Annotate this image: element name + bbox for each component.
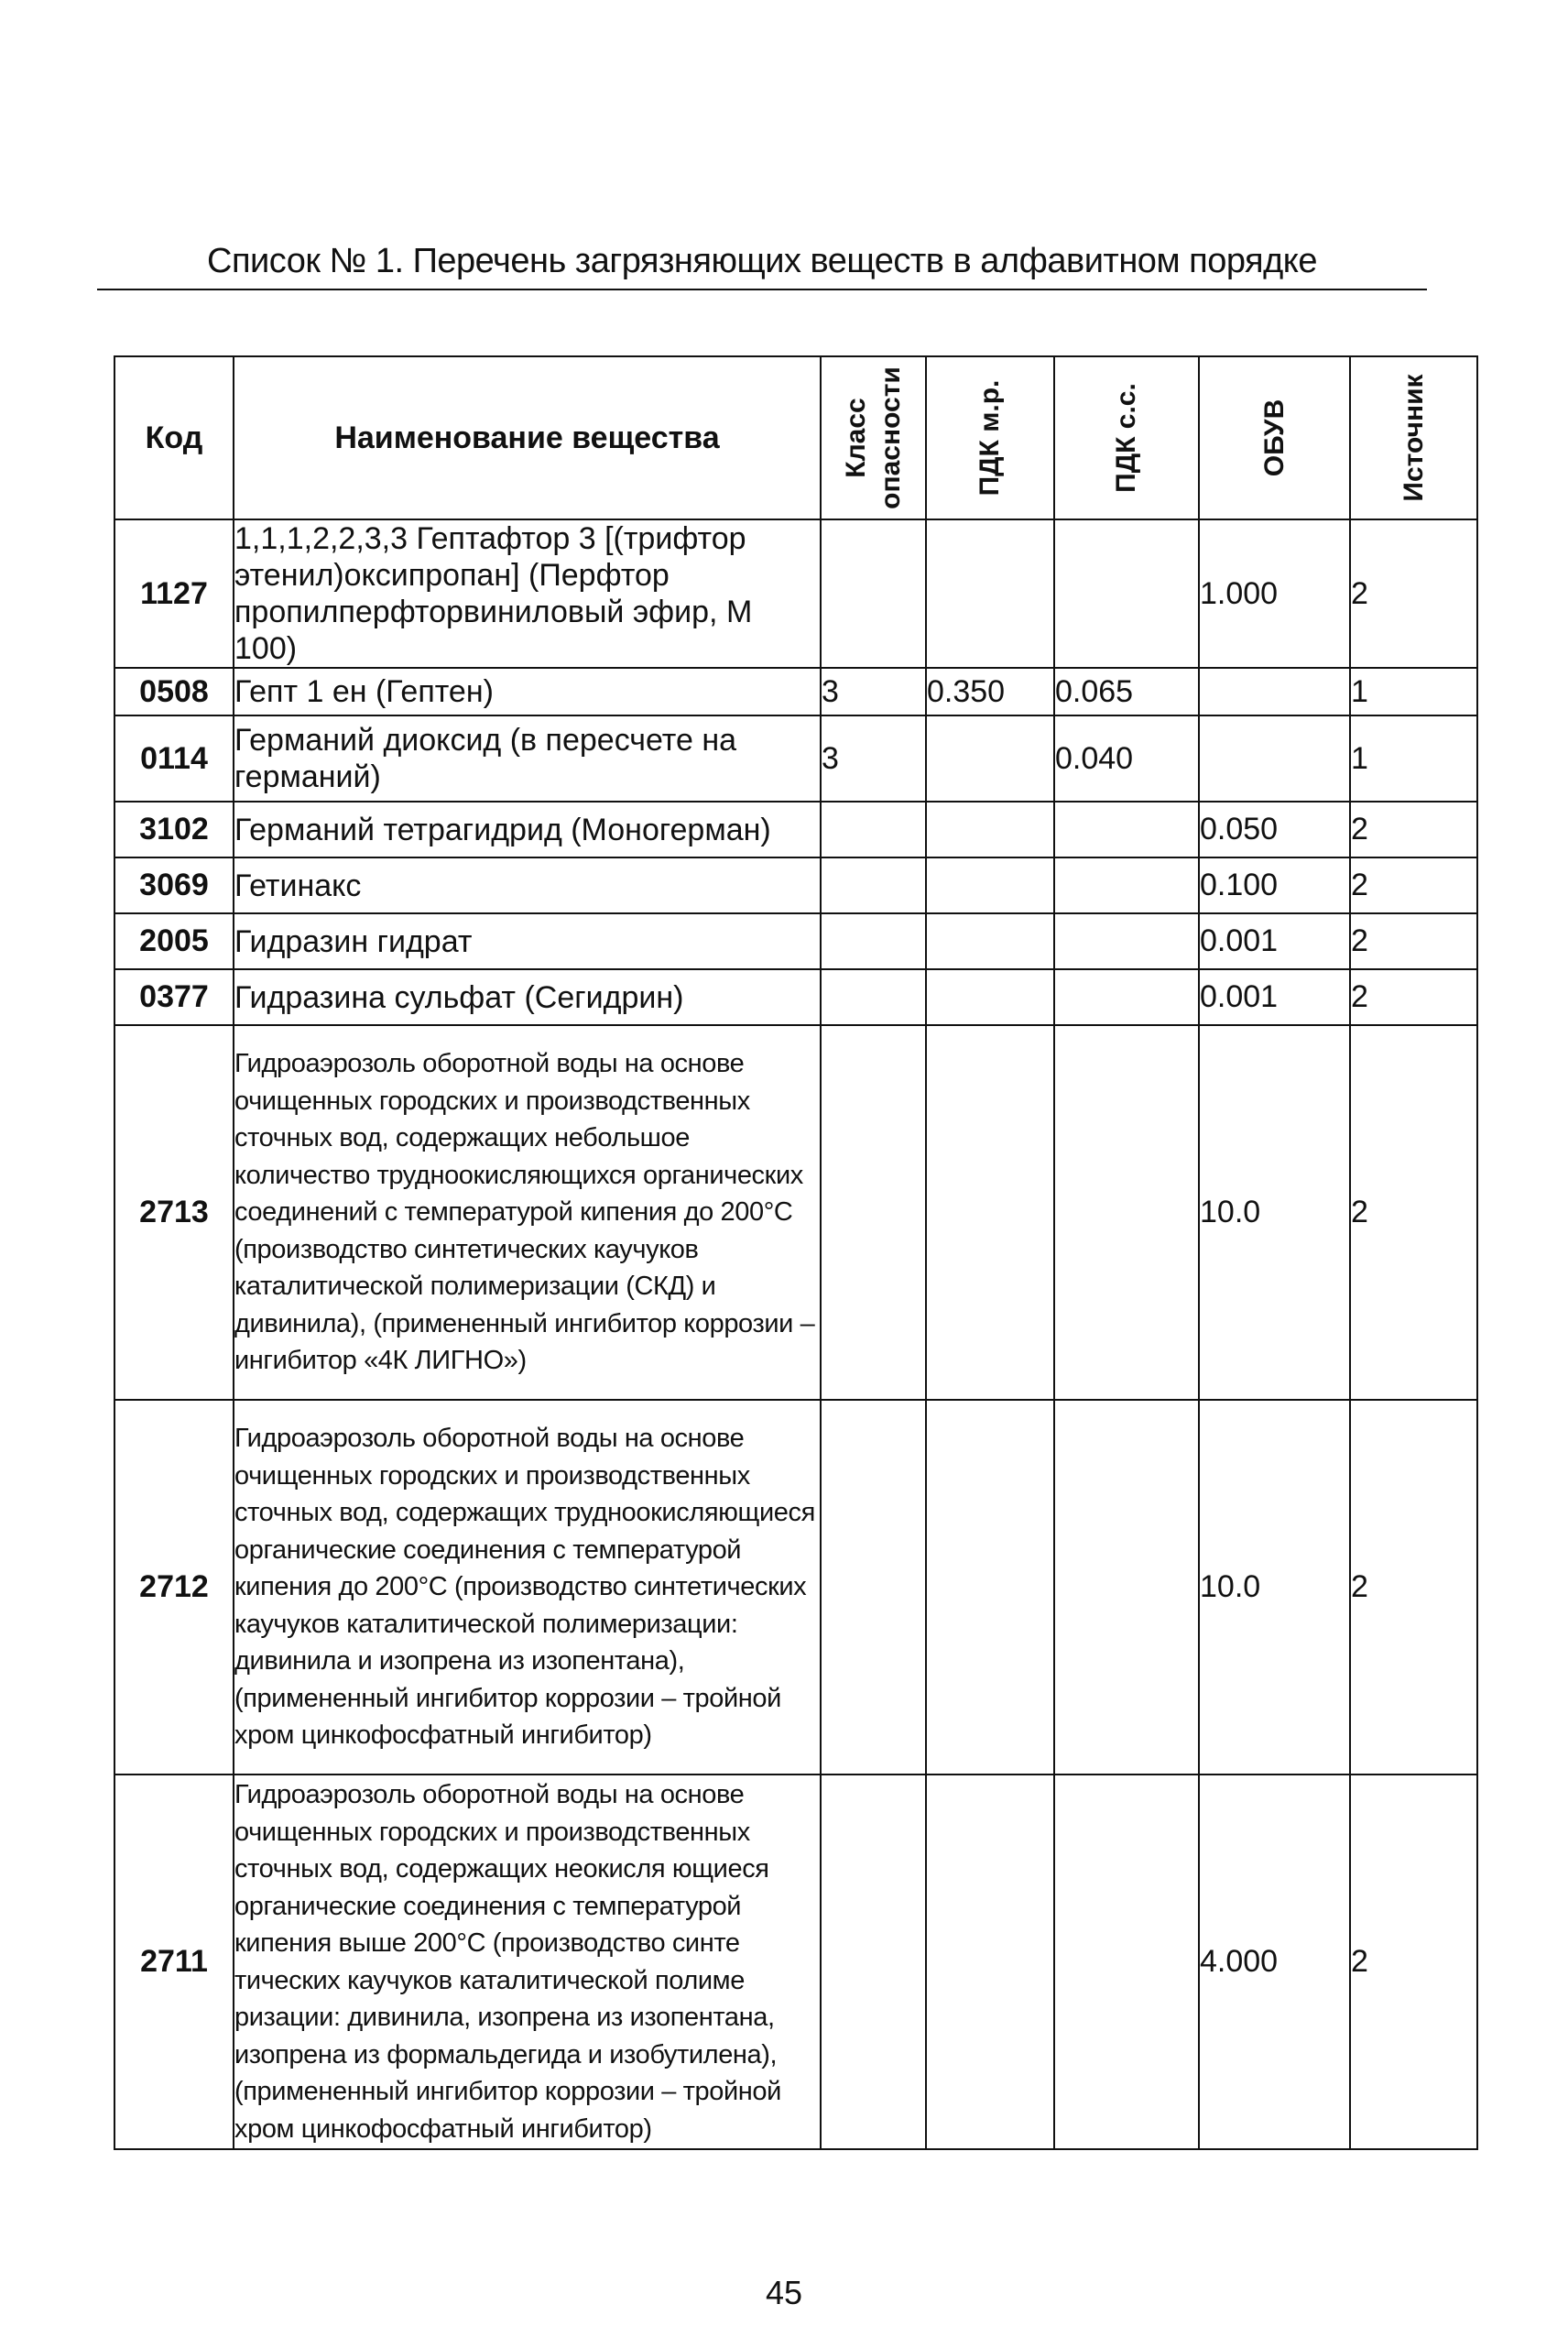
row-name: Германий диоксид (в пересчете на германий) — [234, 715, 821, 802]
table-row — [114, 857, 1477, 913]
page-title: Список № 1. Перечень загрязняющих веществ в алфавитном порядке — [207, 242, 1317, 280]
table-row — [114, 1025, 1477, 1400]
header-obuv — [1199, 356, 1350, 519]
header-name: Наименование вещества — [234, 356, 821, 519]
header-code: Код — [114, 356, 234, 519]
row-source: 2 — [1350, 969, 1477, 1025]
row-hazard-class — [821, 857, 926, 913]
row-hazard-class — [821, 519, 926, 668]
row-pdk-mr — [926, 519, 1054, 668]
row-pdk-mr — [926, 1025, 1054, 1400]
row-source: 2 — [1350, 1025, 1477, 1400]
table-row — [114, 1400, 1477, 1775]
row-pdk-mr — [926, 1400, 1054, 1775]
table-row — [114, 668, 1477, 715]
row-obuv: 10.0 — [1199, 1025, 1350, 1400]
header-pdk-mr-label: ПДК м.р. — [975, 379, 1005, 497]
table-row — [114, 1775, 1477, 2149]
row-source: 2 — [1350, 857, 1477, 913]
title-divider — [97, 289, 1427, 290]
row-source: 1 — [1350, 715, 1477, 802]
row-code: 0377 — [114, 969, 234, 1025]
row-pdk-ss — [1054, 802, 1199, 857]
row-pdk-mr — [926, 802, 1054, 857]
header-pdk-ss-label: ПДК с.с. — [1111, 383, 1141, 493]
table-row — [114, 802, 1477, 857]
table-row — [114, 969, 1477, 1025]
row-code: 2712 — [114, 1400, 234, 1775]
row-hazard-class: 3 — [821, 715, 926, 802]
row-pdk-ss — [1054, 857, 1199, 913]
header-hazard-class-label: Класс опасности — [840, 366, 906, 509]
row-code: 0114 — [114, 715, 234, 802]
row-name: Гидроаэрозоль оборотной воды на основе очищенных городских и производственных сточных вод, содержащих трудноокисляющиеся органические соединения с температурой кипения до 200°С (производство синтетических каучуков каталитической полимеризации: дивинила и изопрена из изопентана), (примененный ингибитор коррозии – тройной хром цинкофосфатный ингибитор) — [234, 1400, 821, 1775]
row-name: Гидроаэрозоль оборотной воды на основе очищенных городских и производственных сточных вод, содержащих неокисля ющиеся органические соединения с температурой кипения выше 200°С (производство синте тических каучуков каталитической полиме ризации: дивинила, изопрена из изопентана, изопрена из формальдегида и изобутилена), (примененный ингибитор коррозии – тройной хром цинкофосфатный ингибитор) — [234, 1775, 821, 2149]
row-pdk-mr — [926, 1775, 1054, 2149]
row-source: 1 — [1350, 668, 1477, 715]
row-name: Гетинакс — [234, 857, 821, 913]
row-pdk-mr — [926, 969, 1054, 1025]
header-source-label: Источник — [1398, 374, 1429, 502]
row-hazard-class: 3 — [821, 668, 926, 715]
row-obuv: 0.001 — [1199, 913, 1350, 969]
row-source: 2 — [1350, 1400, 1477, 1775]
row-source: 2 — [1350, 519, 1477, 668]
row-pdk-ss: 0.065 — [1054, 668, 1199, 715]
row-name: Гепт 1 ен (Гептен) — [234, 668, 821, 715]
row-pdk-ss — [1054, 969, 1199, 1025]
header-pdk-ss — [1054, 356, 1199, 519]
row-hazard-class — [821, 802, 926, 857]
row-pdk-ss — [1054, 1400, 1199, 1775]
row-code: 2005 — [114, 913, 234, 969]
row-obuv: 10.0 — [1199, 1400, 1350, 1775]
row-obuv: 4.000 — [1199, 1775, 1350, 2149]
row-name: 1,1,1,2,2,3,3 Гептафтор 3 [(трифтор этенил)оксипропан] (Перфтор пропилперфторвиниловый эфир, М 100) — [234, 519, 821, 668]
table-header-row — [114, 356, 1477, 519]
row-pdk-mr — [926, 715, 1054, 802]
table-row — [114, 913, 1477, 969]
row-code: 3069 — [114, 857, 234, 913]
row-pdk-mr — [926, 857, 1054, 913]
row-code: 2713 — [114, 1025, 234, 1400]
row-source: 2 — [1350, 913, 1477, 969]
row-code: 3102 — [114, 802, 234, 857]
row-obuv: 0.100 — [1199, 857, 1350, 913]
header-source — [1350, 356, 1477, 519]
row-obuv — [1199, 668, 1350, 715]
row-pdk-ss: 0.040 — [1054, 715, 1199, 802]
row-hazard-class — [821, 1775, 926, 2149]
table-row — [114, 519, 1477, 668]
row-obuv: 1.000 — [1199, 519, 1350, 668]
row-hazard-class — [821, 913, 926, 969]
row-code: 1127 — [114, 519, 234, 668]
row-source: 2 — [1350, 1775, 1477, 2149]
header-hazard-class — [821, 356, 926, 519]
row-pdk-ss — [1054, 1775, 1199, 2149]
row-code: 0508 — [114, 668, 234, 715]
row-name: Гидразин гидрат — [234, 913, 821, 969]
header-pdk-mr — [926, 356, 1054, 519]
row-hazard-class — [821, 1400, 926, 1775]
row-obuv: 0.050 — [1199, 802, 1350, 857]
row-pdk-ss — [1054, 519, 1199, 668]
row-obuv — [1199, 715, 1350, 802]
substances-table — [114, 355, 1478, 2150]
row-pdk-ss — [1054, 1025, 1199, 1400]
header-obuv-label: ОБУВ — [1258, 399, 1290, 477]
row-code: 2711 — [114, 1775, 234, 2149]
row-pdk-ss — [1054, 913, 1199, 969]
row-pdk-mr — [926, 913, 1054, 969]
table-row — [114, 715, 1477, 802]
row-obuv: 0.001 — [1199, 969, 1350, 1025]
row-name: Германий тетрагидрид (Моногерман) — [234, 802, 821, 857]
row-name: Гидразина сульфат (Сегидрин) — [234, 969, 821, 1025]
row-name: Гидроаэрозоль оборотной воды на основе очищенных городских и производственных сточных вод, содержащих небольшое количество трудноокисляющихся органических соединений с температурой кипения до 200°С (производство синтетических каучуков каталитической полимеризации (СКД) и дивинила), (примененный ингибитор коррозии – ингибитор «4К ЛИГНО») — [234, 1025, 821, 1400]
row-source: 2 — [1350, 802, 1477, 857]
page-number: 45 — [765, 2274, 803, 2311]
row-hazard-class — [821, 1025, 926, 1400]
row-hazard-class — [821, 969, 926, 1025]
row-pdk-mr: 0.350 — [926, 668, 1054, 715]
